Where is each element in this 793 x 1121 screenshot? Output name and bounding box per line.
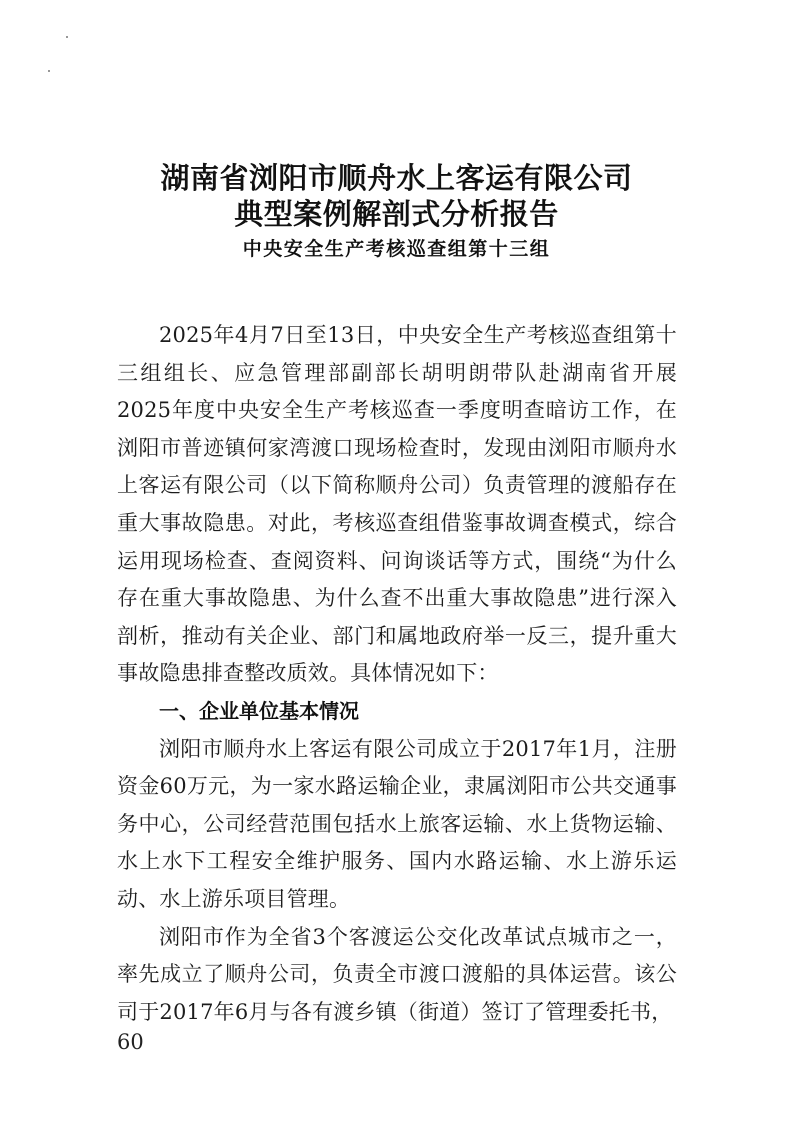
section-paragraph: 浏阳市作为全省3个客渡运公交化改革试点城市之一，率先成立了顺舟公司，负责全市渡口渡船的具体运营。该公司于2017年6月与各有渡乡镇（街道）签订了管理委托书， bbox=[117, 924, 677, 1024]
title-block bbox=[0, 160, 793, 262]
page-number: 60 bbox=[117, 1030, 144, 1054]
scan-speck bbox=[48, 70, 50, 72]
section-heading: 一、企业单位基本情况 bbox=[159, 698, 359, 723]
title-line-2: 典型案例解剖式分析报告 bbox=[234, 197, 559, 231]
subtitle: 中央安全生产考核巡查组第十三组 bbox=[242, 238, 551, 260]
intro-paragraph: 2025年4月7日至13日，中央安全生产考核巡查组第十三组组长、应急管理部副部长胡明朗带队赴湖南省开展2025年度中央安全生产考核巡查一季度明查暗访工作，在浏阳市普迹镇何家湾渡口现场检查时，发现由浏阳市顺舟水上客运有限公司（以下简称顺舟公司）负责管理的渡船存在重大事故隐患。对此，考核巡查组借鉴事故调查模式，综合运用现场检查、查阅资料、问询谈话等方式，围绕“为什么存在重大事故隐患、为什么查不出重大事故隐患”进行深入剖析，推动有关企业、部门和属地政府举一反三，提升重大事故隐患排查整改质效。具体情况如下： bbox=[117, 323, 677, 686]
scan-speck bbox=[66, 36, 68, 38]
section-paragraph: 浏阳市顺舟水上客运有限公司成立于2017年1月，注册资金60万元，为一家水路运输企业，隶属浏阳市公共交通事务中心，公司经营范围包括水上旅客运输、水上货物运输、水上水下工程安全维护服务、国内水路运输、水上游乐运动、水上游乐项目管理。 bbox=[117, 736, 677, 911]
title-line-1: 湖南省浏阳市顺舟水上客运有限公司 bbox=[160, 161, 633, 195]
body-text bbox=[117, 317, 677, 1031]
